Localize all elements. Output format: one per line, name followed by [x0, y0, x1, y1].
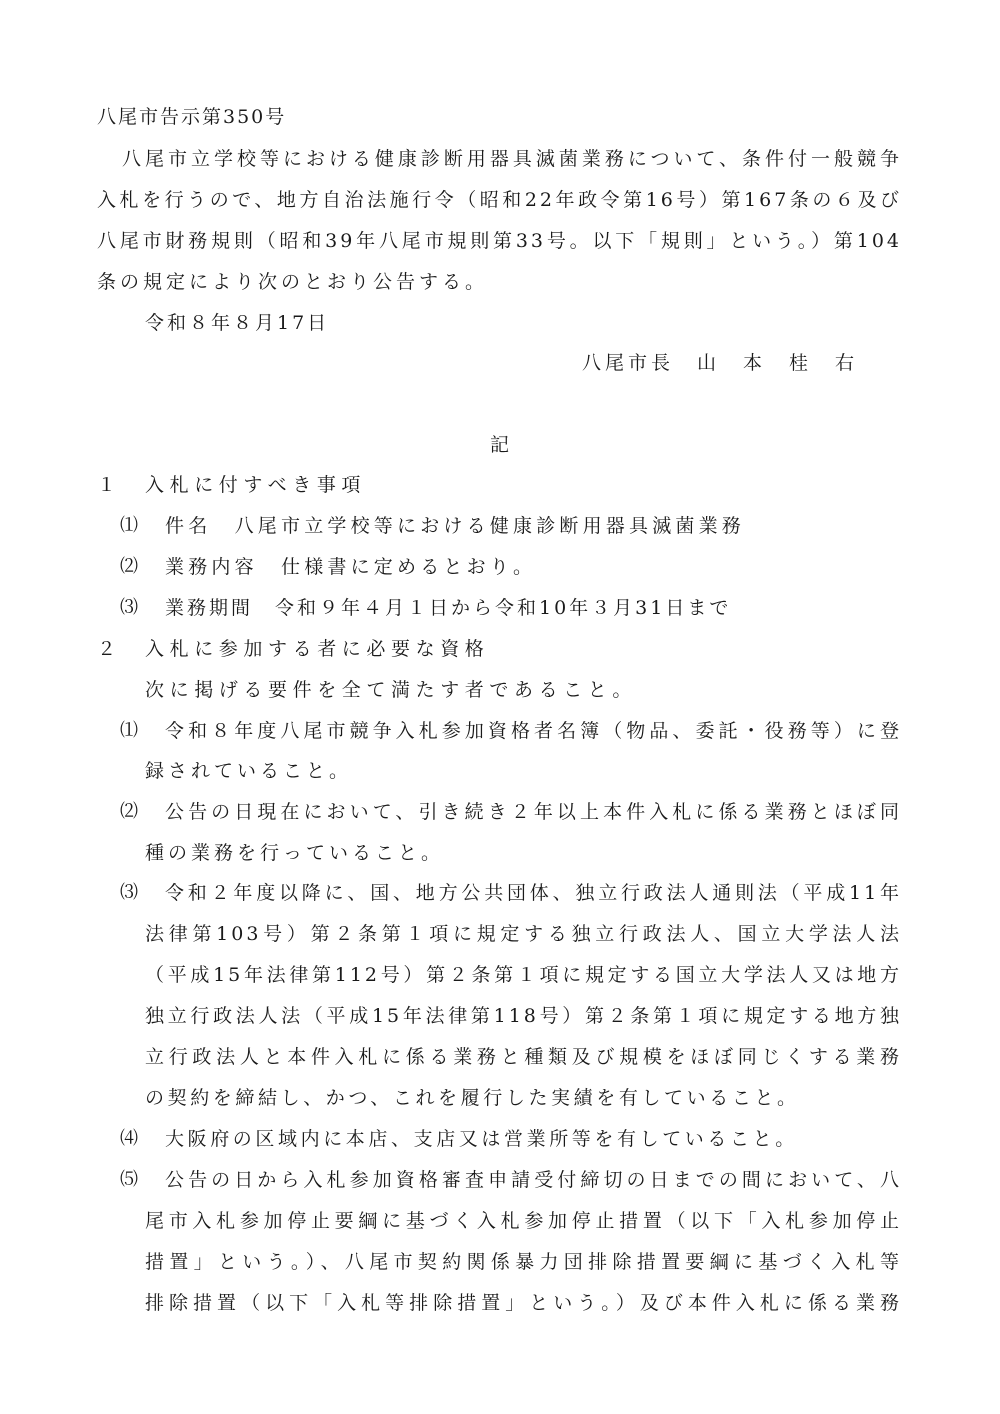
item-text: 件名 八尾市立学校等における健康診断用器具滅菌業務 [165, 515, 746, 537]
intro-line: 八尾市立学校等における健康診断用器具滅菌業務について、条件付一般競争 [122, 148, 902, 170]
item-text: 令和８年度八尾市競争入札参加資格者名簿（物品、委託・役務等）に登 [165, 720, 902, 742]
item-mark: ⑵ [120, 556, 138, 577]
intro-line: 八尾市財務規則（昭和39年八尾市規則第33号。以下「規則」という。）第104 [97, 230, 902, 252]
item-text: 令和２年度以降に、国、地方公共団体、独立行政法人通則法（平成11年 [165, 882, 902, 904]
item-mark: ⑶ [120, 882, 138, 903]
notice-number: 八尾市告示第350号 [97, 106, 287, 128]
item-mark: ⑸ [120, 1169, 138, 1190]
section-number: ２ [97, 638, 122, 660]
section-title: 入札に付すべき事項 [145, 474, 367, 496]
intro-line: 条の規定により次のとおり公告する。 [97, 271, 489, 293]
item-text: 大阪府の区域内に本店、支店又は営業所等を有していること。 [165, 1128, 798, 1150]
item-mark: ⑴ [120, 720, 138, 741]
section-title: 入札に参加する者に必要な資格 [145, 638, 490, 660]
item-text: 公告の日現在において、引き続き２年以上本件入札に係る業務とほぼ同 [165, 801, 902, 823]
item-text: 業務期間 令和９年４月１日から令和10年３月31日まで [165, 597, 732, 619]
section-heading: 記 [490, 434, 515, 456]
item-text: 業務内容 仕様書に定めるとおり。 [165, 556, 537, 578]
section-number: １ [97, 474, 122, 496]
item-text: 種の業務を行っていること。 [145, 842, 445, 864]
item-text: 公告の日から入札参加資格審査申請受付締切の日までの間において、八 [165, 1169, 902, 1191]
item-text: 独立行政法人法（平成15年法律第118号）第２条第１項に規定する地方独 [145, 1005, 902, 1027]
item-text: 尾市入札参加停止要綱に基づく入札参加停止措置（以下「入札参加停止 [145, 1210, 902, 1232]
notice-date: 令和８年８月17日 [145, 312, 330, 334]
item-text: の契約を締結し、かつ、これを履行した実績を有していること。 [145, 1087, 800, 1109]
item-text: 排除措置（以下「入札等排除措置」という。）及び本件入札に係る業務 [145, 1292, 902, 1314]
item-mark: ⑶ [120, 597, 138, 618]
mayor-signature: 八尾市長 山 本 桂 右 [582, 352, 859, 374]
intro-line: 入札を行うので、地方自治法施行令（昭和22年政令第16号）第167条の６及び [97, 189, 902, 211]
item-mark: ⑴ [120, 515, 138, 536]
section-lead: 次に掲げる要件を全て満たす者であること。 [145, 679, 638, 701]
item-text: （平成15年法律第112号）第２条第１項に規定する国立大学法人又は地方 [145, 964, 902, 986]
item-text: 法律第103号）第２条第１項に規定する独立行政法人、国立大学法人法 [145, 923, 902, 945]
item-mark: ⑵ [120, 801, 138, 822]
item-text: 録されていること。 [145, 760, 353, 782]
item-text: 措置」という。）、八尾市契約関係暴力団排除措置要綱に基づく入札等 [145, 1251, 902, 1273]
item-mark: ⑷ [120, 1128, 138, 1149]
item-text: 立行政法人と本件入札に係る業務と種類及び規模をほぼ同じくする業務 [145, 1046, 902, 1068]
